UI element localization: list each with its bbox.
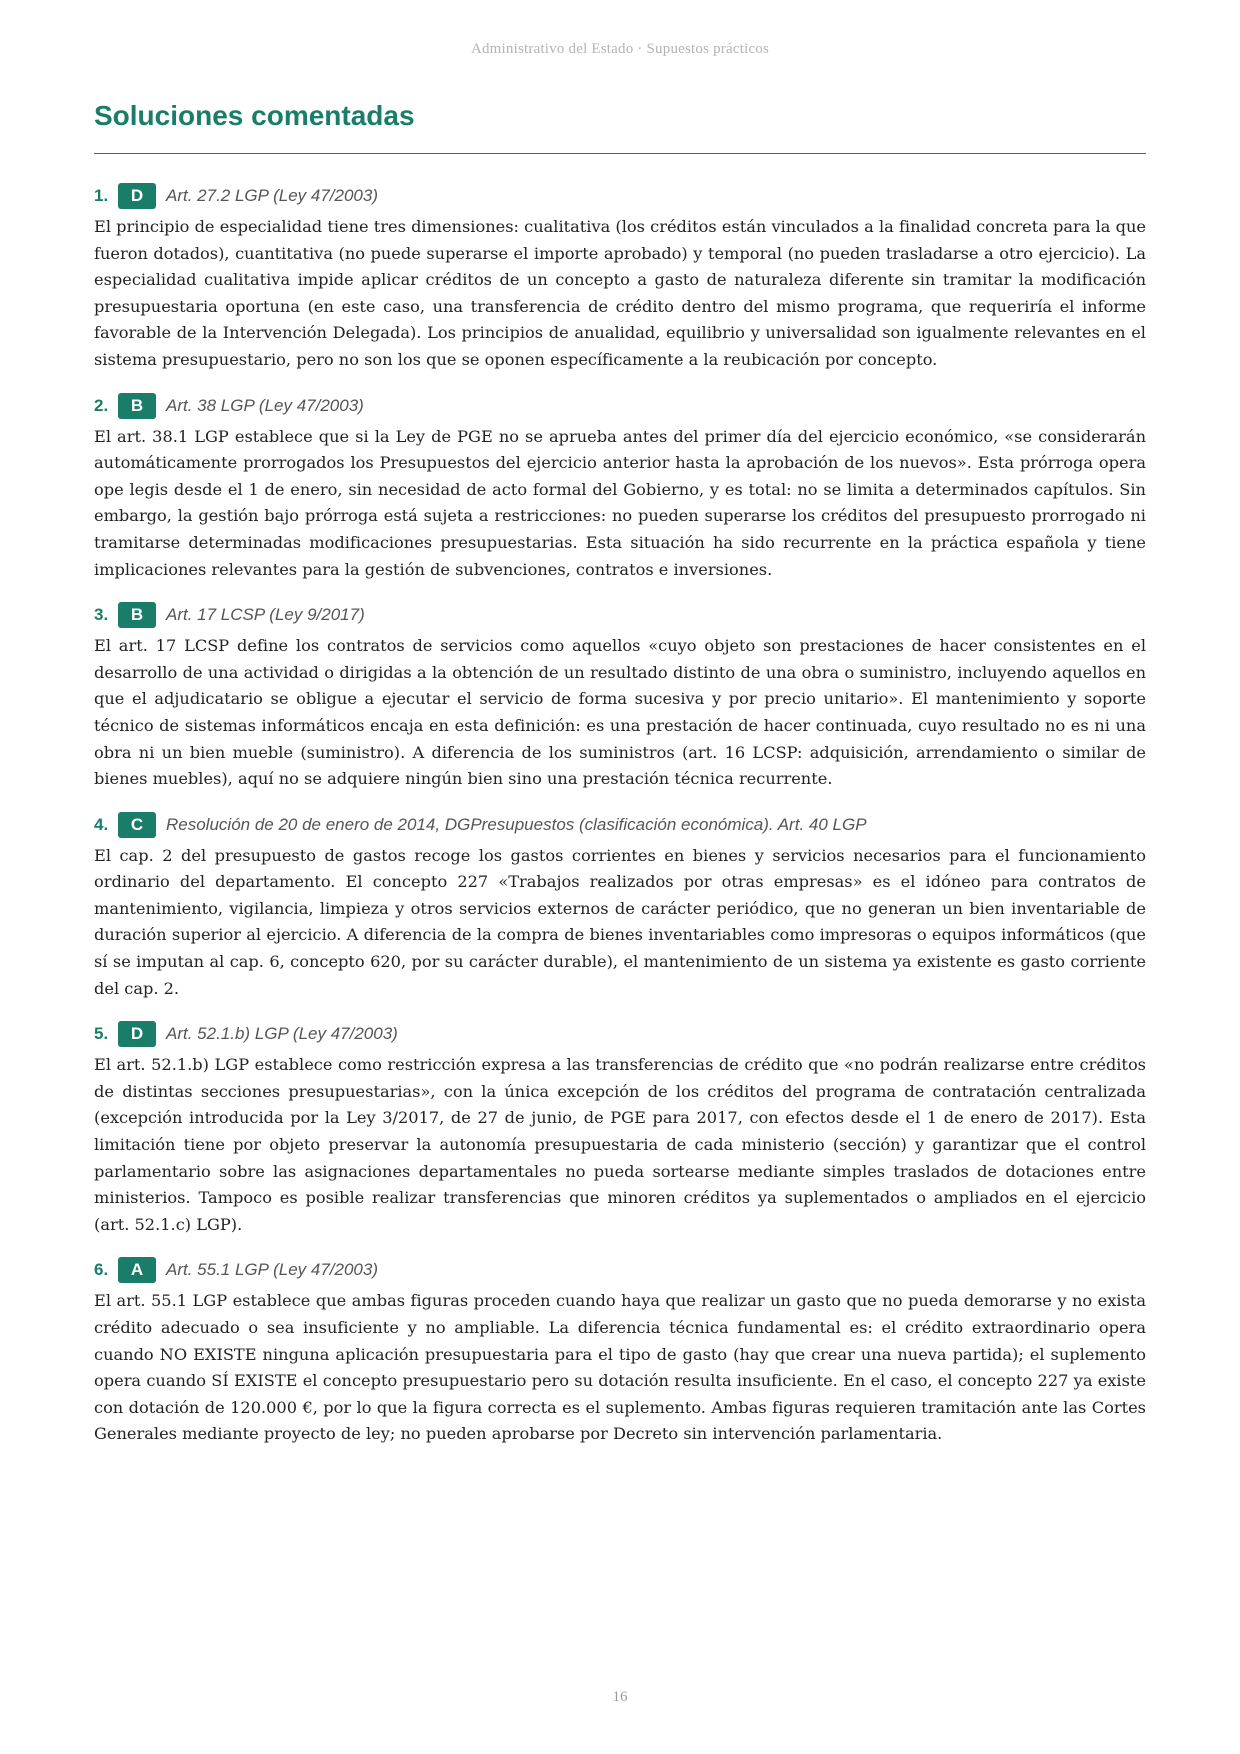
legal-reference: Art. 27.2 LGP (Ley 47/2003) bbox=[166, 186, 378, 205]
answer-badge: D bbox=[118, 183, 156, 209]
solution-number: 1. bbox=[94, 186, 109, 205]
answer-badge: B bbox=[118, 602, 156, 628]
solutions-list bbox=[94, 182, 1146, 1466]
solution-number: 3. bbox=[94, 605, 109, 625]
solution-item-3 bbox=[94, 601, 1146, 793]
solution-header bbox=[94, 601, 1146, 629]
legal-reference: Art. 38 LGP (Ley 47/2003) bbox=[166, 395, 364, 415]
solution-item-2 bbox=[94, 392, 1146, 584]
solution-number: 5. bbox=[94, 1024, 109, 1044]
solution-item-4 bbox=[94, 811, 1146, 1003]
solution-number: 2. bbox=[94, 395, 109, 415]
solution-number: 4. bbox=[94, 814, 109, 834]
solution-header bbox=[94, 1020, 1146, 1048]
answer-badge: D bbox=[118, 1021, 156, 1047]
answer-badge: C bbox=[118, 812, 156, 838]
solution-header bbox=[94, 811, 1146, 839]
legal-reference: Art. 52.1.b) LGP (Ley 47/2003) bbox=[166, 1024, 398, 1044]
page-number: 16 bbox=[612, 1689, 628, 1705]
solution-explanation: El art. 55.1 LGP establece que ambas figuras proceden cuando haya que realizar un gasto que no pueda demorarse y no exista crédito adecuado o sea insuficiente y no ampliable. La diferencia técnica fundamental es: el crédito extraordinario opera cuando NO EXISTE ninguna aplicación presupuestaria para el tipo de gasto (hay que crear una nueva partida); el suplemento opera cuando SÍ EXISTE el concepto presupuestario pero su dotación resulta insuficiente. En el caso, el concepto 227 ya existe con dotación de 120.000 €, por lo que la figura correcta es el suplemento. Ambas figuras requieren tramitación ante las Cortes Generales mediante proyecto de ley; no pueden aprobarse por Decreto sin intervención parlamentaria. bbox=[94, 1291, 1146, 1444]
solution-header bbox=[94, 182, 1146, 210]
solution-explanation: El principio de especialidad tiene tres dimensiones: cualitativa (los créditos están vinculados a la finalidad concreta para la que fueron dotados), cuantitativa (no puede superarse el importe aprobado) y temporal (no pueden trasladarse a otro ejercicio). La especialidad cualitativa impide aplicar créditos de un concepto a gasto de naturaleza diferente sin tramitar la modificación presupuestaria oportuna (en este caso, una transferencia de crédito dentro del mismo programa, que requeriría el informe favorable de la Intervención Delegada). Los principios de anualidad, equilibrio y universalidad son igualmente relevantes en el sistema presupuestario, pero no son los que se oponen específicamente a la reubicación por concepto. bbox=[94, 217, 1146, 369]
legal-reference: Resolución de 20 de enero de 2014, DGPresupuestos (clasificación económica). Art. 40 LGP bbox=[166, 814, 867, 834]
solution-number: 6. bbox=[94, 1260, 109, 1280]
solution-item-6 bbox=[94, 1256, 1146, 1448]
solution-header bbox=[94, 392, 1146, 420]
answer-badge: A bbox=[118, 1257, 156, 1283]
answer-badge: B bbox=[118, 393, 156, 419]
page-title: Soluciones comentadas bbox=[94, 100, 415, 131]
solution-item-1 bbox=[94, 182, 1146, 374]
legal-reference: Art. 55.1 LGP (Ley 47/2003) bbox=[166, 1260, 378, 1280]
solution-explanation: El art. 17 LCSP define los contratos de servicios como aquellos «cuyo objeto son prestaciones de hacer consistentes en el desarrollo de una actividad o dirigidas a la obtención de un resultado distinto de una obra o suministro, incluyendo aquellos en que el adjudicatario se obligue a ejecutar el servicio de forma sucesiva y por precio unitario». El mantenimiento y soporte técnico de sistemas informáticos encaja en esta definición: es una prestación de hacer continuada, cuyo resultado no es ni una obra ni un bien mueble (suministro). A diferencia de los suministros (art. 16 LCSP: adquisición, arrendamiento o similar de bienes muebles), aquí no se adquiere ningún bien sino una prestación técnica recurrente. bbox=[94, 636, 1146, 789]
title-divider bbox=[94, 153, 1146, 154]
solution-explanation: El art. 38.1 LGP establece que si la Ley de PGE no se aprueba antes del primer día del ejercicio económico, «se considerarán automáticamente prorrogados los Presupuestos del ejercicio anterior hasta la aprobación de los nuevos». Esta prórroga opera ope legis desde el 1 de enero, sin necesidad de acto formal del Gobierno, y es total: no se limita a determinados capítulos. Sin embargo, la gestión bajo prórroga está sujeta a restricciones: no pueden superarse los créditos del presupuesto prorrogado ni tramitarse determinadas modificaciones presupuestarias. Esta situación ha sido recurrente en la práctica española y tiene implicaciones relevantes para la gestión de subvenciones, contratos e inversiones. bbox=[94, 426, 1146, 579]
running-header: Administrativo del Estado · Supuestos prácticos bbox=[470, 41, 770, 57]
solution-explanation: El cap. 2 del presupuesto de gastos recoge los gastos corrientes en bienes y servicios necesarios para el funcionamiento ordinario del departamento. El concepto 227 «Trabajos realizados por otras empresas» es el idóneo para contratos de mantenimiento, vigilancia, limpieza y otros servicios externos de carácter periódico, que no generan un bien inventariable de duración superior al ejercicio. A diferencia de la compra de bienes inventariables como impresoras o equipos informáticos (que sí se imputan al cap. 6, concepto 620, por su carácter durable), el mantenimiento de un sistema ya existente es gasto corriente del cap. 2. bbox=[94, 845, 1146, 998]
legal-reference: Art. 17 LCSP (Ley 9/2017) bbox=[166, 605, 365, 625]
solution-explanation: El art. 52.1.b) LGP establece como restricción expresa a las transferencias de crédito que «no podrán realizarse entre créditos de distintas secciones presupuestarias», con la única excepción de los créditos del programa de contratación centralizada (excepción introducida por la Ley 3/2017, de 27 de junio, de PGE para 2017, con efectos desde el 1 de enero de 2017). Esta limitación tiene por objeto preservar la autonomía presupuestaria de cada ministerio (sección) y garantizar que el control parlamentario sobre las asignaciones departamentales no pueda sortearse mediante simples traslados de dotaciones entre ministerios. Tampoco es posible realizar transferencias que minoren créditos ya suplementados o ampliados en el ejercicio (art. 52.1.c) LGP). bbox=[94, 1055, 1146, 1234]
solution-header bbox=[94, 1256, 1146, 1284]
solution-item-5 bbox=[94, 1020, 1146, 1238]
